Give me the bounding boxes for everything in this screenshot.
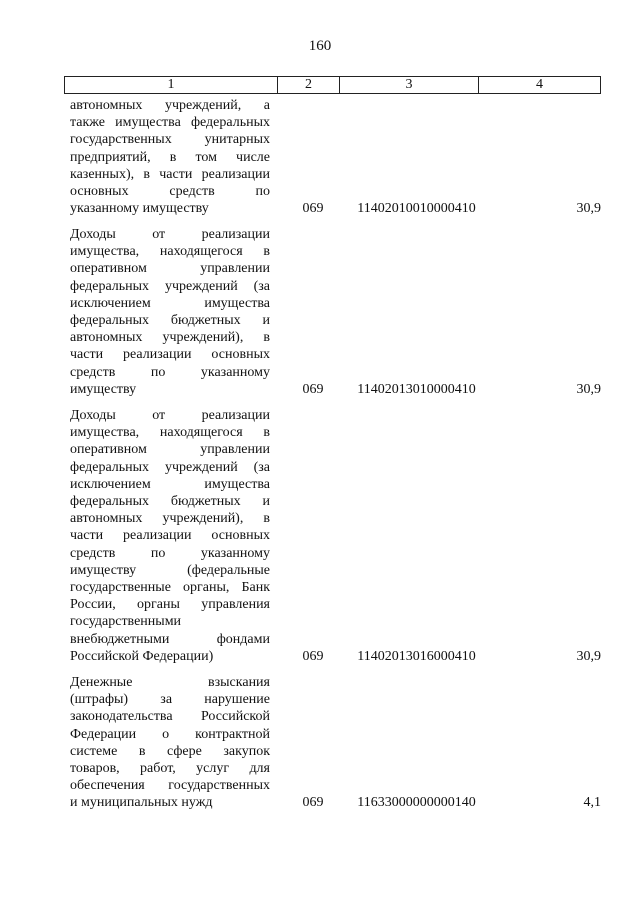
- description-line: федеральных учреждений (за: [70, 459, 270, 475]
- description-line: (штрафы) за нарушение: [70, 692, 270, 708]
- description-line: автономных учреждений, а: [70, 98, 270, 113]
- description-line: внебюджетными фондами: [70, 631, 270, 647]
- row-description: [70, 407, 270, 665]
- description-line: государственными: [70, 614, 182, 630]
- description-line: оперативном управлении: [70, 261, 270, 277]
- description-line: оперативном управлении: [70, 442, 270, 458]
- admin-code: 069: [302, 201, 324, 217]
- row-description: [70, 97, 270, 217]
- description-line: исключением имущества: [70, 295, 270, 311]
- amount: 30,9: [576, 381, 601, 397]
- description-line: казенных), в части реализации: [70, 166, 270, 182]
- header-col-3: 3: [340, 77, 479, 93]
- description-line: Федерации о контрактной: [70, 726, 270, 742]
- admin-code: 069: [302, 795, 324, 811]
- description-line: федеральных бюджетных и: [70, 313, 270, 329]
- description-line: имуществу: [70, 381, 137, 397]
- description-line: Доходы от реализации: [70, 227, 270, 242]
- budget-classification-code: 11402013016000410: [357, 648, 476, 664]
- table-header: [64, 76, 601, 94]
- description-line: автономных учреждений), в: [70, 511, 270, 527]
- description-line: части реализации основных: [70, 347, 270, 363]
- description-line: Российской Федерации): [70, 648, 214, 664]
- budget-classification-code: 11633000000000140: [357, 795, 476, 811]
- budget-classification-code: 11402010010000410: [357, 201, 476, 217]
- description-line: части реализации основных: [70, 528, 270, 544]
- amount: 30,9: [576, 648, 601, 664]
- description-line: федеральных учреждений (за: [70, 278, 270, 294]
- description-line: федеральных бюджетных и: [70, 494, 270, 510]
- header-col-2: 2: [278, 77, 340, 93]
- description-line: автономных учреждений), в: [70, 330, 270, 346]
- description-line: средств по указанному: [70, 364, 270, 380]
- description-line: основных средств по: [70, 184, 270, 200]
- description-line: средств по указанному: [70, 545, 270, 561]
- description-line: обеспечения государственных: [70, 778, 270, 794]
- description-line: также имущества федеральных: [70, 115, 270, 131]
- description-line: Денежные взыскания: [70, 675, 270, 690]
- description-line: исключением имущества: [70, 476, 270, 492]
- admin-code: 069: [302, 648, 324, 664]
- header-col-4: 4: [536, 77, 543, 92]
- description-line: указанному имуществу: [70, 201, 209, 217]
- row-description: [70, 674, 270, 812]
- description-line: и муниципальных нужд: [70, 795, 213, 811]
- description-line: Доходы от реализации: [70, 408, 270, 423]
- description-line: предприятий, в том числе: [70, 149, 270, 165]
- description-line: государственные органы, Банк: [70, 580, 270, 596]
- description-line: законодательства Российской: [70, 709, 270, 725]
- page-number: 160: [308, 38, 332, 54]
- admin-code: 069: [302, 381, 324, 397]
- amount: 4,1: [583, 795, 601, 811]
- row-description: [70, 226, 270, 398]
- description-line: России, органы управления: [70, 597, 270, 613]
- budget-classification-code: 11402013010000410: [357, 381, 476, 397]
- description-line: имущества, находящегося в: [70, 244, 270, 260]
- description-line: системе в сфере закупок: [70, 743, 270, 759]
- description-line: товаров, работ, услуг для: [70, 761, 270, 777]
- description-line: имущества, находящегося в: [70, 425, 270, 441]
- description-line: имуществу (федеральные: [70, 562, 270, 578]
- header-col-1: 1: [65, 77, 278, 93]
- description-line: государственных унитарных: [70, 132, 270, 148]
- amount: 30,9: [576, 201, 601, 217]
